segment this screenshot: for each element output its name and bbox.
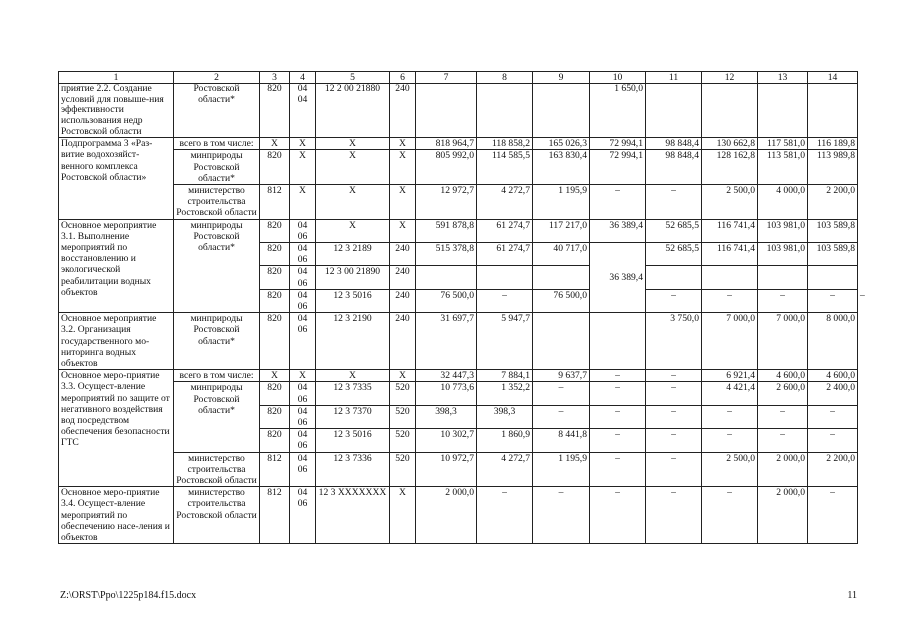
col-header: 7 <box>416 72 477 84</box>
measure-name: Основное меро-приятие 3.4. Осущест-вление мероприятий по обеспечению насе-ления и объектов <box>59 487 174 544</box>
section-code: 04 06 <box>290 429 316 452</box>
amount-8: – <box>477 289 533 312</box>
amount-8: 114 585,5 <box>477 150 533 185</box>
measure-name: Основное мероприятие 3.1. Выполнение мероприятий по восстановлению и экологической реабилитации водных объектов <box>59 219 174 313</box>
amount-13: 2 600,0 <box>758 382 808 405</box>
amount-8: 4 272,7 <box>477 452 533 487</box>
amount-11: – <box>646 370 702 382</box>
table-row <box>59 184 858 219</box>
amount-12: 2 500,0 <box>702 184 758 219</box>
section-code: 04 06 <box>290 243 316 266</box>
amount-9: 9 637,7 <box>533 370 590 382</box>
amount-7: 515 378,8 <box>416 243 477 266</box>
amount-10: – <box>590 487 646 544</box>
amount-8: 1 352,2 <box>477 382 533 405</box>
amount-13 <box>758 266 808 289</box>
col-header: 5 <box>316 72 390 84</box>
page-number: 11 <box>847 590 857 601</box>
grbs-code: X <box>260 138 290 150</box>
table-row <box>59 313 858 370</box>
measure-name: Основное мероприятие 3.2. Организация государственного мо-ниторинга водных объектов <box>59 313 174 370</box>
amount-11: 52 685,5 <box>646 243 702 266</box>
amount-14: 2 200,0 <box>808 452 858 487</box>
expense-type-code: 240 <box>390 84 416 138</box>
amount-10: 1 650,0 <box>590 84 646 138</box>
amount-9: 40 717,0 <box>533 243 590 266</box>
amount-7: 818 964,7 <box>416 138 477 150</box>
expense-type-code: 520 <box>390 429 416 452</box>
measure-name: Подпрограмма 3 «Раз-витие водохозяйст-венного комплекса Ростовской области» <box>59 138 174 219</box>
amount-11 <box>646 266 702 289</box>
table-row <box>59 370 858 382</box>
section-code: X <box>290 370 316 382</box>
amount-7: 32 447,3 <box>416 370 477 382</box>
amount-14: 116 189,8 <box>808 138 858 150</box>
amount-12 <box>702 266 758 289</box>
amount-9: 8 441,8 <box>533 429 590 452</box>
measure-name: Основное меро-приятие 3.3. Осущест-вление мероприятий по защите от негативного воздействия вод посредством обеспечения безопасности ГТС <box>59 370 174 487</box>
grbs-code: 820 <box>260 266 290 289</box>
table-row <box>59 138 858 150</box>
grbs-code: X <box>260 370 290 382</box>
section-code: 04 06 <box>290 289 316 312</box>
grbs-code: 812 <box>260 184 290 219</box>
amount-13: 103 981,0 <box>758 243 808 266</box>
target-article-code: 12 3 00 21890 <box>316 266 390 289</box>
amount-11: – <box>646 487 702 544</box>
amount-8: 61 274,7 <box>477 219 533 242</box>
amount-9 <box>533 266 590 289</box>
amount-13: 2 000,0 <box>758 452 808 487</box>
executor-cell: минприроды Ростовской области* <box>174 219 260 313</box>
amount-7 <box>416 84 477 138</box>
amount-9: 165 026,3 <box>533 138 590 150</box>
amount-13: 2 000,0 <box>758 487 808 544</box>
amount-7: 76 500,0 <box>416 289 477 312</box>
section-code: 04 06 <box>290 266 316 289</box>
amount-12: 2 500,0 <box>702 452 758 487</box>
expense-type-code: X <box>390 370 416 382</box>
amount-7: 10 972,7 <box>416 452 477 487</box>
amount-8: – <box>477 487 533 544</box>
amount-13: 113 581,0 <box>758 150 808 185</box>
amount-13: 103 981,0 <box>758 219 808 242</box>
executor-cell: министерство строительства Ростовской области <box>174 452 260 487</box>
amount-8: 61 274,7 <box>477 243 533 266</box>
amount-9: – <box>533 405 590 428</box>
executor-cell: всего в том числе: <box>174 370 260 382</box>
table-row <box>59 382 858 405</box>
amount-9: 1 195,9 <box>533 452 590 487</box>
amount-10: – <box>590 429 646 452</box>
amount-10: 36 389,4 <box>590 243 646 313</box>
header-row <box>59 72 858 84</box>
measure-name: приятие 2.2. Создание условий для повыше-ния эффективности использования недр Ростовской области <box>59 84 174 138</box>
section-code: 04 04 <box>290 84 316 138</box>
amount-11: – <box>646 429 702 452</box>
expense-type-code: X <box>390 219 416 242</box>
section-code: X <box>290 150 316 185</box>
amount-9: 163 830,4 <box>533 150 590 185</box>
grbs-code: 820 <box>260 405 290 428</box>
amount-10: 36 389,4 <box>590 219 646 242</box>
amount-12: 116 741,4 <box>702 219 758 242</box>
col-header: 13 <box>758 72 808 84</box>
amount-10: – <box>590 405 646 428</box>
section-code: X <box>290 138 316 150</box>
grbs-code: 820 <box>260 243 290 266</box>
grbs-code: 820 <box>260 313 290 370</box>
amount-7: 2 000,0 <box>416 487 477 544</box>
amount-10 <box>590 313 646 370</box>
grbs-code: 820 <box>260 84 290 138</box>
amount-7: 10 773,6 <box>416 382 477 405</box>
amount-9: 1 195,9 <box>533 184 590 219</box>
amount-10: 72 994,1 <box>590 150 646 185</box>
executor-cell: министерство строительства Ростовской области <box>174 184 260 219</box>
amount-11: 3 750,0 <box>646 313 702 370</box>
expense-type-code: 520 <box>390 405 416 428</box>
document-path: Z:\ORST\Ppo\1225p184.f15.docx <box>60 590 197 601</box>
amount-12: 116 741,4 <box>702 243 758 266</box>
amount-13: – <box>808 289 858 312</box>
target-article-code: X <box>316 370 390 382</box>
col-header: 1 <box>59 72 174 84</box>
target-article-code: 12 3 2189 <box>316 243 390 266</box>
amount-11: 52 685,5 <box>646 219 702 242</box>
section-code: 04 06 <box>290 405 316 428</box>
grbs-code: 812 <box>260 487 290 544</box>
amount-14 <box>808 84 858 138</box>
expense-type-code: 240 <box>390 289 416 312</box>
amount-14: 4 600,0 <box>808 370 858 382</box>
amount-8 <box>477 84 533 138</box>
amount-7: 805 992,0 <box>416 150 477 185</box>
target-article-code: 12 3 5016 <box>316 429 390 452</box>
amount-10: – <box>590 452 646 487</box>
table-row <box>59 452 858 487</box>
amount-14: – <box>808 405 858 428</box>
amount-10: – <box>590 184 646 219</box>
amount-13: 4 600,0 <box>758 370 808 382</box>
target-article-code: 12 3 7335 <box>316 382 390 405</box>
target-article-code: X <box>316 138 390 150</box>
amount-12 <box>702 84 758 138</box>
amount-12: – <box>702 487 758 544</box>
amount-12: 128 162,8 <box>702 150 758 185</box>
target-article-code: 12 3 XXXXXXX <box>316 487 390 544</box>
executor-cell: всего в том числе: <box>174 138 260 150</box>
amount-12: 4 421,4 <box>702 382 758 405</box>
expense-type-code: X <box>390 138 416 150</box>
expense-type-code: 240 <box>390 266 416 289</box>
amount-14: 113 989,8 <box>808 150 858 185</box>
section-code: 04 06 <box>290 487 316 544</box>
col-header: 8 <box>477 72 533 84</box>
executor-cell: минприроды Ростовской области* <box>174 382 260 452</box>
amount-12: 130 662,8 <box>702 138 758 150</box>
amount-14: 103 589,8 <box>808 243 858 266</box>
amount-14: 103 589,8 <box>808 219 858 242</box>
amount-8: 5 947,7 <box>477 313 533 370</box>
col-header: 10 <box>590 72 646 84</box>
amount-10: – <box>646 289 702 312</box>
table-row <box>59 84 858 138</box>
amount-7: 10 302,7 <box>416 429 477 452</box>
section-code: 04 06 <box>290 382 316 405</box>
amount-11: – <box>646 184 702 219</box>
amount-13: 7 000,0 <box>758 313 808 370</box>
grbs-code: 820 <box>260 289 290 312</box>
budget-table <box>58 71 865 544</box>
section-code: 04 06 <box>290 452 316 487</box>
amount-11: 98 848,4 <box>646 138 702 150</box>
target-article-code: 12 2 00 21880 <box>316 84 390 138</box>
amount-8: 118 858,2 <box>477 138 533 150</box>
amount-14: 2 200,0 <box>808 184 858 219</box>
amount-7: 591 878,8 <box>416 219 477 242</box>
amount-11: – <box>646 382 702 405</box>
col-header: 4 <box>290 72 316 84</box>
amount-14: 2 400,0 <box>808 382 858 405</box>
expense-type-code: 520 <box>390 452 416 487</box>
amount-13: – <box>758 405 808 428</box>
amount-14: – <box>808 429 858 452</box>
amount-8: 398,3 <box>477 405 533 428</box>
amount-11: – <box>646 452 702 487</box>
section-code: X <box>290 184 316 219</box>
target-article-code: 12 3 5016 <box>316 289 390 312</box>
amount-9: 76 500,0 <box>533 289 590 312</box>
col-header: 11 <box>646 72 702 84</box>
amount-8: 4 272,7 <box>477 184 533 219</box>
amount-14: – <box>808 487 858 544</box>
section-code: 04 06 <box>290 313 316 370</box>
expense-type-code: X <box>390 150 416 185</box>
amount-12: – <box>702 429 758 452</box>
amount-10: – <box>590 382 646 405</box>
table-row: 820 04 06 12 3 5016 240 76 500,0 – 76 500,0 – – – – – <box>59 289 858 312</box>
table-row <box>59 487 858 544</box>
grbs-code: 820 <box>260 150 290 185</box>
amount-8 <box>477 266 533 289</box>
table-row <box>59 219 858 242</box>
target-article-code: X <box>316 219 390 242</box>
section-code: 04 06 <box>290 219 316 242</box>
target-article-code: X <box>316 184 390 219</box>
col-header: 2 <box>174 72 260 84</box>
amount-9 <box>533 84 590 138</box>
amount-10: – <box>590 370 646 382</box>
amount-9: – <box>533 487 590 544</box>
amount-11: – <box>646 405 702 428</box>
amount-14: 8 000,0 <box>808 313 858 370</box>
grbs-code: 812 <box>260 452 290 487</box>
grbs-code: 820 <box>260 382 290 405</box>
amount-11 <box>646 84 702 138</box>
amount-13: 117 581,0 <box>758 138 808 150</box>
col-header: 14 <box>808 72 858 84</box>
target-article-code: 12 3 7370 <box>316 405 390 428</box>
target-article-code: 12 3 7336 <box>316 452 390 487</box>
executor-cell: Ростовской области* <box>174 84 260 138</box>
col-header: 6 <box>390 72 416 84</box>
amount-12: 7 000,0 <box>702 313 758 370</box>
amount-12: – <box>702 405 758 428</box>
target-article-code: X <box>316 150 390 185</box>
amount-14 <box>808 266 858 289</box>
amount-13: 4 000,0 <box>758 184 808 219</box>
expense-type-code: 240 <box>390 313 416 370</box>
col-header: 12 <box>702 72 758 84</box>
executor-cell: минприроды Ростовской области* <box>174 313 260 370</box>
amount-7: 398,3 <box>416 405 477 428</box>
amount-7: 31 697,7 <box>416 313 477 370</box>
expense-type-code: X <box>390 487 416 544</box>
amount-8: 7 884,1 <box>477 370 533 382</box>
amount-12: – <box>758 289 808 312</box>
amount-9: 117 217,0 <box>533 219 590 242</box>
expense-type-code: 240 <box>390 243 416 266</box>
amount-13 <box>758 84 808 138</box>
amount-11: 98 848,4 <box>646 150 702 185</box>
target-article-code: 12 3 2190 <box>316 313 390 370</box>
amount-9 <box>533 313 590 370</box>
amount-8: 1 860,9 <box>477 429 533 452</box>
col-header: 9 <box>533 72 590 84</box>
table-row <box>59 150 858 185</box>
amount-12: 6 921,4 <box>702 370 758 382</box>
amount-11: – <box>702 289 758 312</box>
amount-9: – <box>533 382 590 405</box>
grbs-code: 820 <box>260 219 290 242</box>
amount-7 <box>416 266 477 289</box>
amount-13: – <box>758 429 808 452</box>
executor-cell: министерство строительства Ростовской области <box>174 487 260 544</box>
executor-cell: минприроды Ростовской области* <box>174 150 260 185</box>
expense-type-code: 520 <box>390 382 416 405</box>
col-header: 3 <box>260 72 290 84</box>
grbs-code: 820 <box>260 429 290 452</box>
amount-7: 12 972,7 <box>416 184 477 219</box>
amount-10: 72 994,1 <box>590 138 646 150</box>
expense-type-code: X <box>390 184 416 219</box>
